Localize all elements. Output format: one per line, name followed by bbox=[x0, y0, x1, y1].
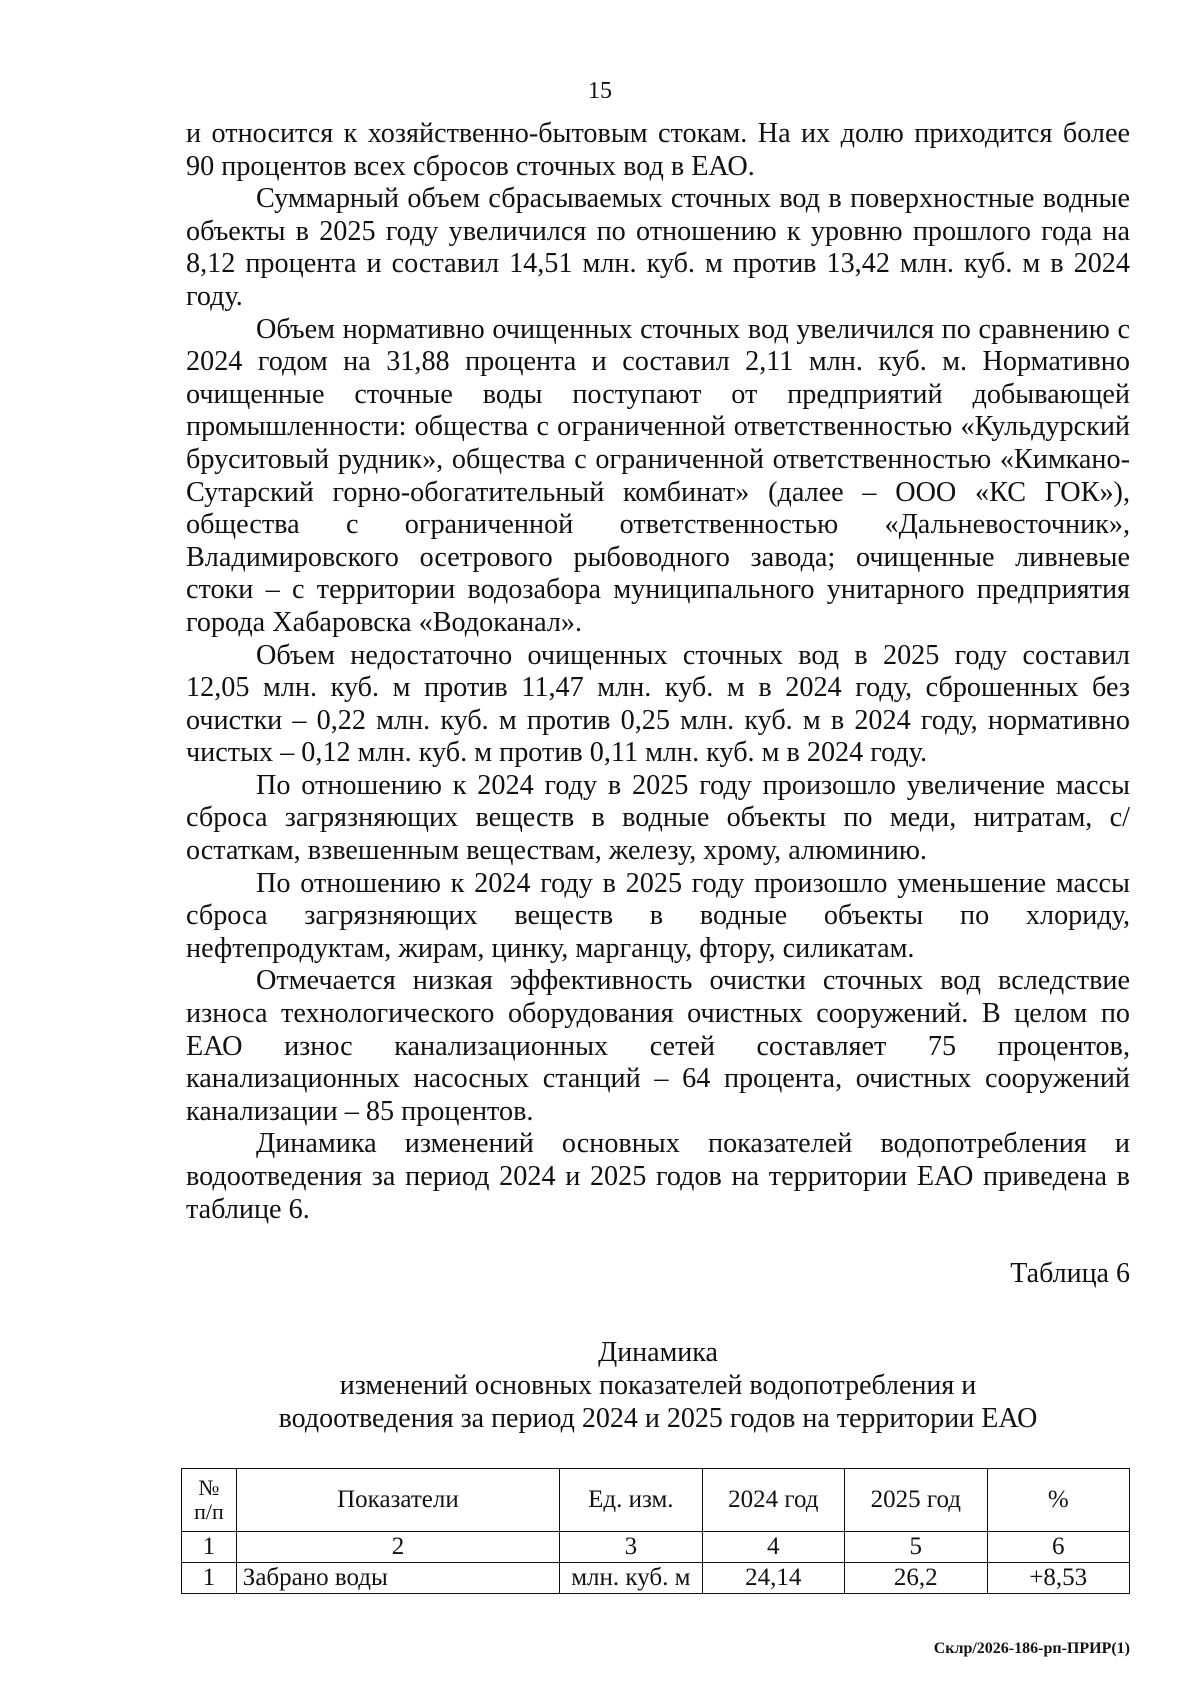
column-number-cell: 1 bbox=[182, 1532, 237, 1563]
row-indicator-cell: Забрано воды bbox=[236, 1563, 559, 1594]
column-number-row bbox=[182, 1532, 1130, 1563]
header-2024: 2024 год bbox=[702, 1469, 844, 1532]
table-title-line-3: водоотведения за период 2024 и 2025 годов на территории ЕАО bbox=[278, 1403, 1038, 1434]
body-text bbox=[186, 118, 1130, 1226]
column-number-cell: 4 bbox=[702, 1532, 844, 1563]
document-footer-code: Склр/2026-186-рп-ПРИР(1) bbox=[933, 1640, 1130, 1657]
paragraph-continuation: и относится к хозяйственно-бытовым стокам. На их долю приходится более 90 процентов всех сбросов сточных вод в ЕАО. bbox=[186, 118, 1130, 182]
paragraph-pollutant-increase: По отношению к 2024 году в 2025 году произошло увеличение массы сброса загрязняющих веществ в водные объекты по меди, нитратам, с/остаткам, взвешенным веществам, железу, хрому, алюминию. bbox=[186, 769, 1130, 867]
header-number-line-2: п/п bbox=[194, 1499, 224, 1524]
column-number-cell: 5 bbox=[845, 1532, 987, 1563]
data-table bbox=[181, 1468, 1130, 1594]
header-number bbox=[182, 1469, 237, 1532]
column-number-cell: 6 bbox=[987, 1532, 1130, 1563]
table-row bbox=[182, 1563, 1130, 1594]
table-header-row bbox=[182, 1469, 1130, 1532]
row-percent-cell: +8,53 bbox=[987, 1563, 1130, 1594]
header-number-line-1: № bbox=[198, 1475, 220, 1500]
row-unit-cell: млн. куб. м bbox=[560, 1563, 702, 1594]
table-title-line-2: изменений основных показателей водопотребления и bbox=[339, 1370, 977, 1401]
header-indicator: Показатели bbox=[236, 1469, 559, 1532]
page-number: 15 bbox=[588, 78, 612, 104]
paragraph-pollutant-decrease: По отношению к 2024 году в 2025 году произошло уменьшение массы сброса загрязняющих веществ в водные объекты по хлориду, нефтепродуктам, жирам, цинку, марганцу, фтору, силикатам. bbox=[186, 867, 1130, 964]
row-2025-cell: 26,2 bbox=[845, 1563, 987, 1594]
row-2024-cell: 24,14 bbox=[702, 1563, 844, 1594]
table-title bbox=[186, 1336, 1130, 1435]
paragraph-wastewater-volume: Суммарный объем сбрасываемых сточных вод в поверхностные водные объекты в 2025 году увеличился по отношению к уровню прошлого года на 8,12 процента и составил 14,51 млн. куб. м против 13,42 млн. куб. м в 2024 году. bbox=[186, 183, 1130, 312]
header-2025: 2025 год bbox=[845, 1469, 987, 1532]
paragraph-table-reference: Динамика изменений основных показателей водопотребления и водоотведения за период 2024 и 2025 годов на территории ЕАО приведена в таблице 6. bbox=[186, 1128, 1130, 1225]
table-title-line-1: Динамика bbox=[598, 1337, 718, 1368]
column-number-cell: 3 bbox=[560, 1532, 702, 1563]
paragraph-insufficiently-treated: Объем недостаточно очищенных сточных вод в 2025 году составил 12,05 млн. куб. м против 11,47 млн. куб. м в 2024 году, сброшенных без очистки – 0,22 млн. куб. м против 0,25 млн. куб. м в 2024 году, нормативно чистых – 0,12 млн. куб. м против 0,11 млн. куб. м в 2024 году. bbox=[186, 639, 1130, 769]
row-number-cell: 1 bbox=[182, 1563, 237, 1594]
header-percent: % bbox=[987, 1469, 1130, 1532]
paragraph-equipment-wear: Отмечается низкая эффективность очистки сточных вод вследствие износа технологического оборудования очистных сооружений. В целом по ЕАО износ канализационных сетей составляет 75 процентов, канализационных насосных станций – 64 процента, очистных сооружений канализации – 85 процентов. bbox=[186, 965, 1130, 1127]
paragraph-normatively-treated: Объем нормативно очищенных сточных вод увеличился по сравнению с 2024 годом на 31,88 процента и составил 2,11 млн. куб. м. Нормативно очищенные сточные воды поступают от предприятий добывающей промышленности: общества с ограниченной ответственностью «Кульдурский бруситовый рудник», общества с ограниченной ответственностью «Кимкано-Сутарский горно-обогатительный комбинат» (далее – ООО «КС ГОК»), общества с ограниченной ответственностью «Дальневосточник», Владимировского осетрового рыбоводного завода; очищенные ливневые стоки – с территории водозабора муниципального унитарного предприятия города Хабаровска «Водоканал». bbox=[186, 313, 1130, 638]
table-label: Таблица 6 bbox=[1010, 1258, 1130, 1289]
column-number-cell: 2 bbox=[236, 1532, 559, 1563]
header-unit: Ед. изм. bbox=[560, 1469, 702, 1532]
